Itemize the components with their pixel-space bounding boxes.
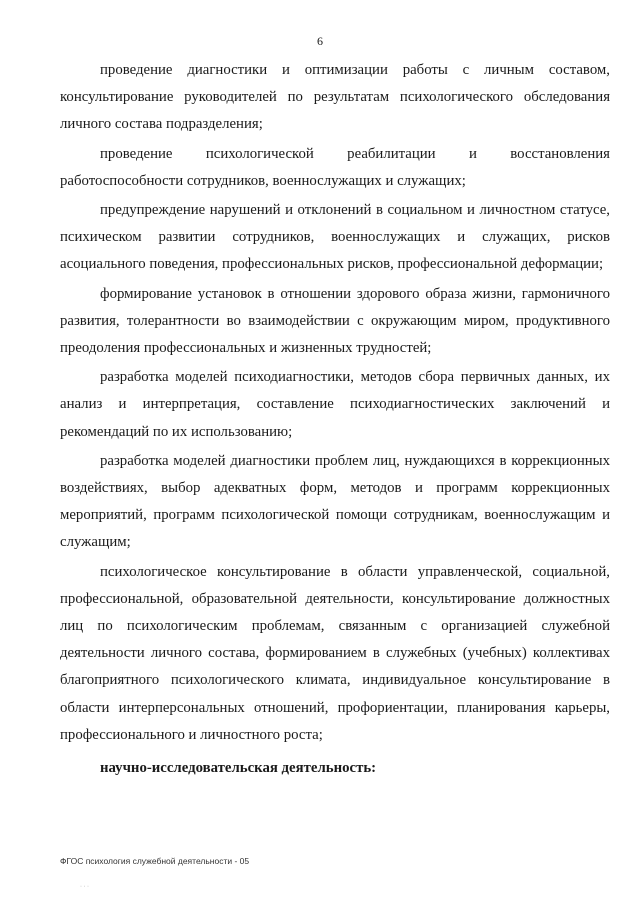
page-number: 6 xyxy=(317,34,323,48)
scan-artifact: · · · xyxy=(80,884,89,890)
paragraph-psychodiagnostic-models: разработка моделей психодиагностики, методов сбора первичных данных, их анализ и интерпретация, составление психодиагностических заключений и рекомендаций по их использованию; xyxy=(60,369,610,440)
paragraph-prevention: предупреждение нарушений и отклонений в социальном и личностном статусе, психическом развитии сотрудников, военнослужащих и служащих, рисков асоциального поведения, профессиональных рисков, профессиональной деформации; xyxy=(60,202,610,273)
paragraph-attitudes: формирование установок в отношении здорового образа жизни, гармоничного развития, толерантности во взаимодействии с окружающим миром, продуктивного преодоления профессиональных и жизненных трудностей; xyxy=(60,285,610,357)
paragraph-consulting: психологическое консультирование в области управленческой, социальной, профессиональной, образовательной деятельности, консультирование должностных лиц по психологическим проблемам, связанным с организацией служебной деятельности личного состава, формированием в служебных (учебных) коллективах благоприятного психологического климата, индивидуальное консультирование в области интерперсональных отношений, профориентации, планирования карьеры, профессионального и личностного роста; xyxy=(60,563,610,743)
document-footer: ФГОС психология служебной деятельности - 05 xyxy=(60,856,250,866)
document-body xyxy=(60,57,610,782)
paragraph-correction-models: разработка моделей диагностики проблем лиц, нуждающихся в коррекционных воздействиях, выбор адекватных форм, методов и программ коррекционных мероприятий, программ психологической помощи сотрудникам, военнослужащим и служащим; xyxy=(60,452,610,551)
section-heading: научно-исследовательская деятельность: xyxy=(100,760,377,777)
paragraph-rehabilitation: проведение психологической реабилитации и восстановления работоспособности сотрудников, военнослужащих и служащих; xyxy=(60,145,610,189)
paragraph-diagnostics: проведение диагностики и оптимизации работы с личным составом, консультирование руководителей по результатам психологического обследования личного состава подразделения; xyxy=(60,62,610,133)
